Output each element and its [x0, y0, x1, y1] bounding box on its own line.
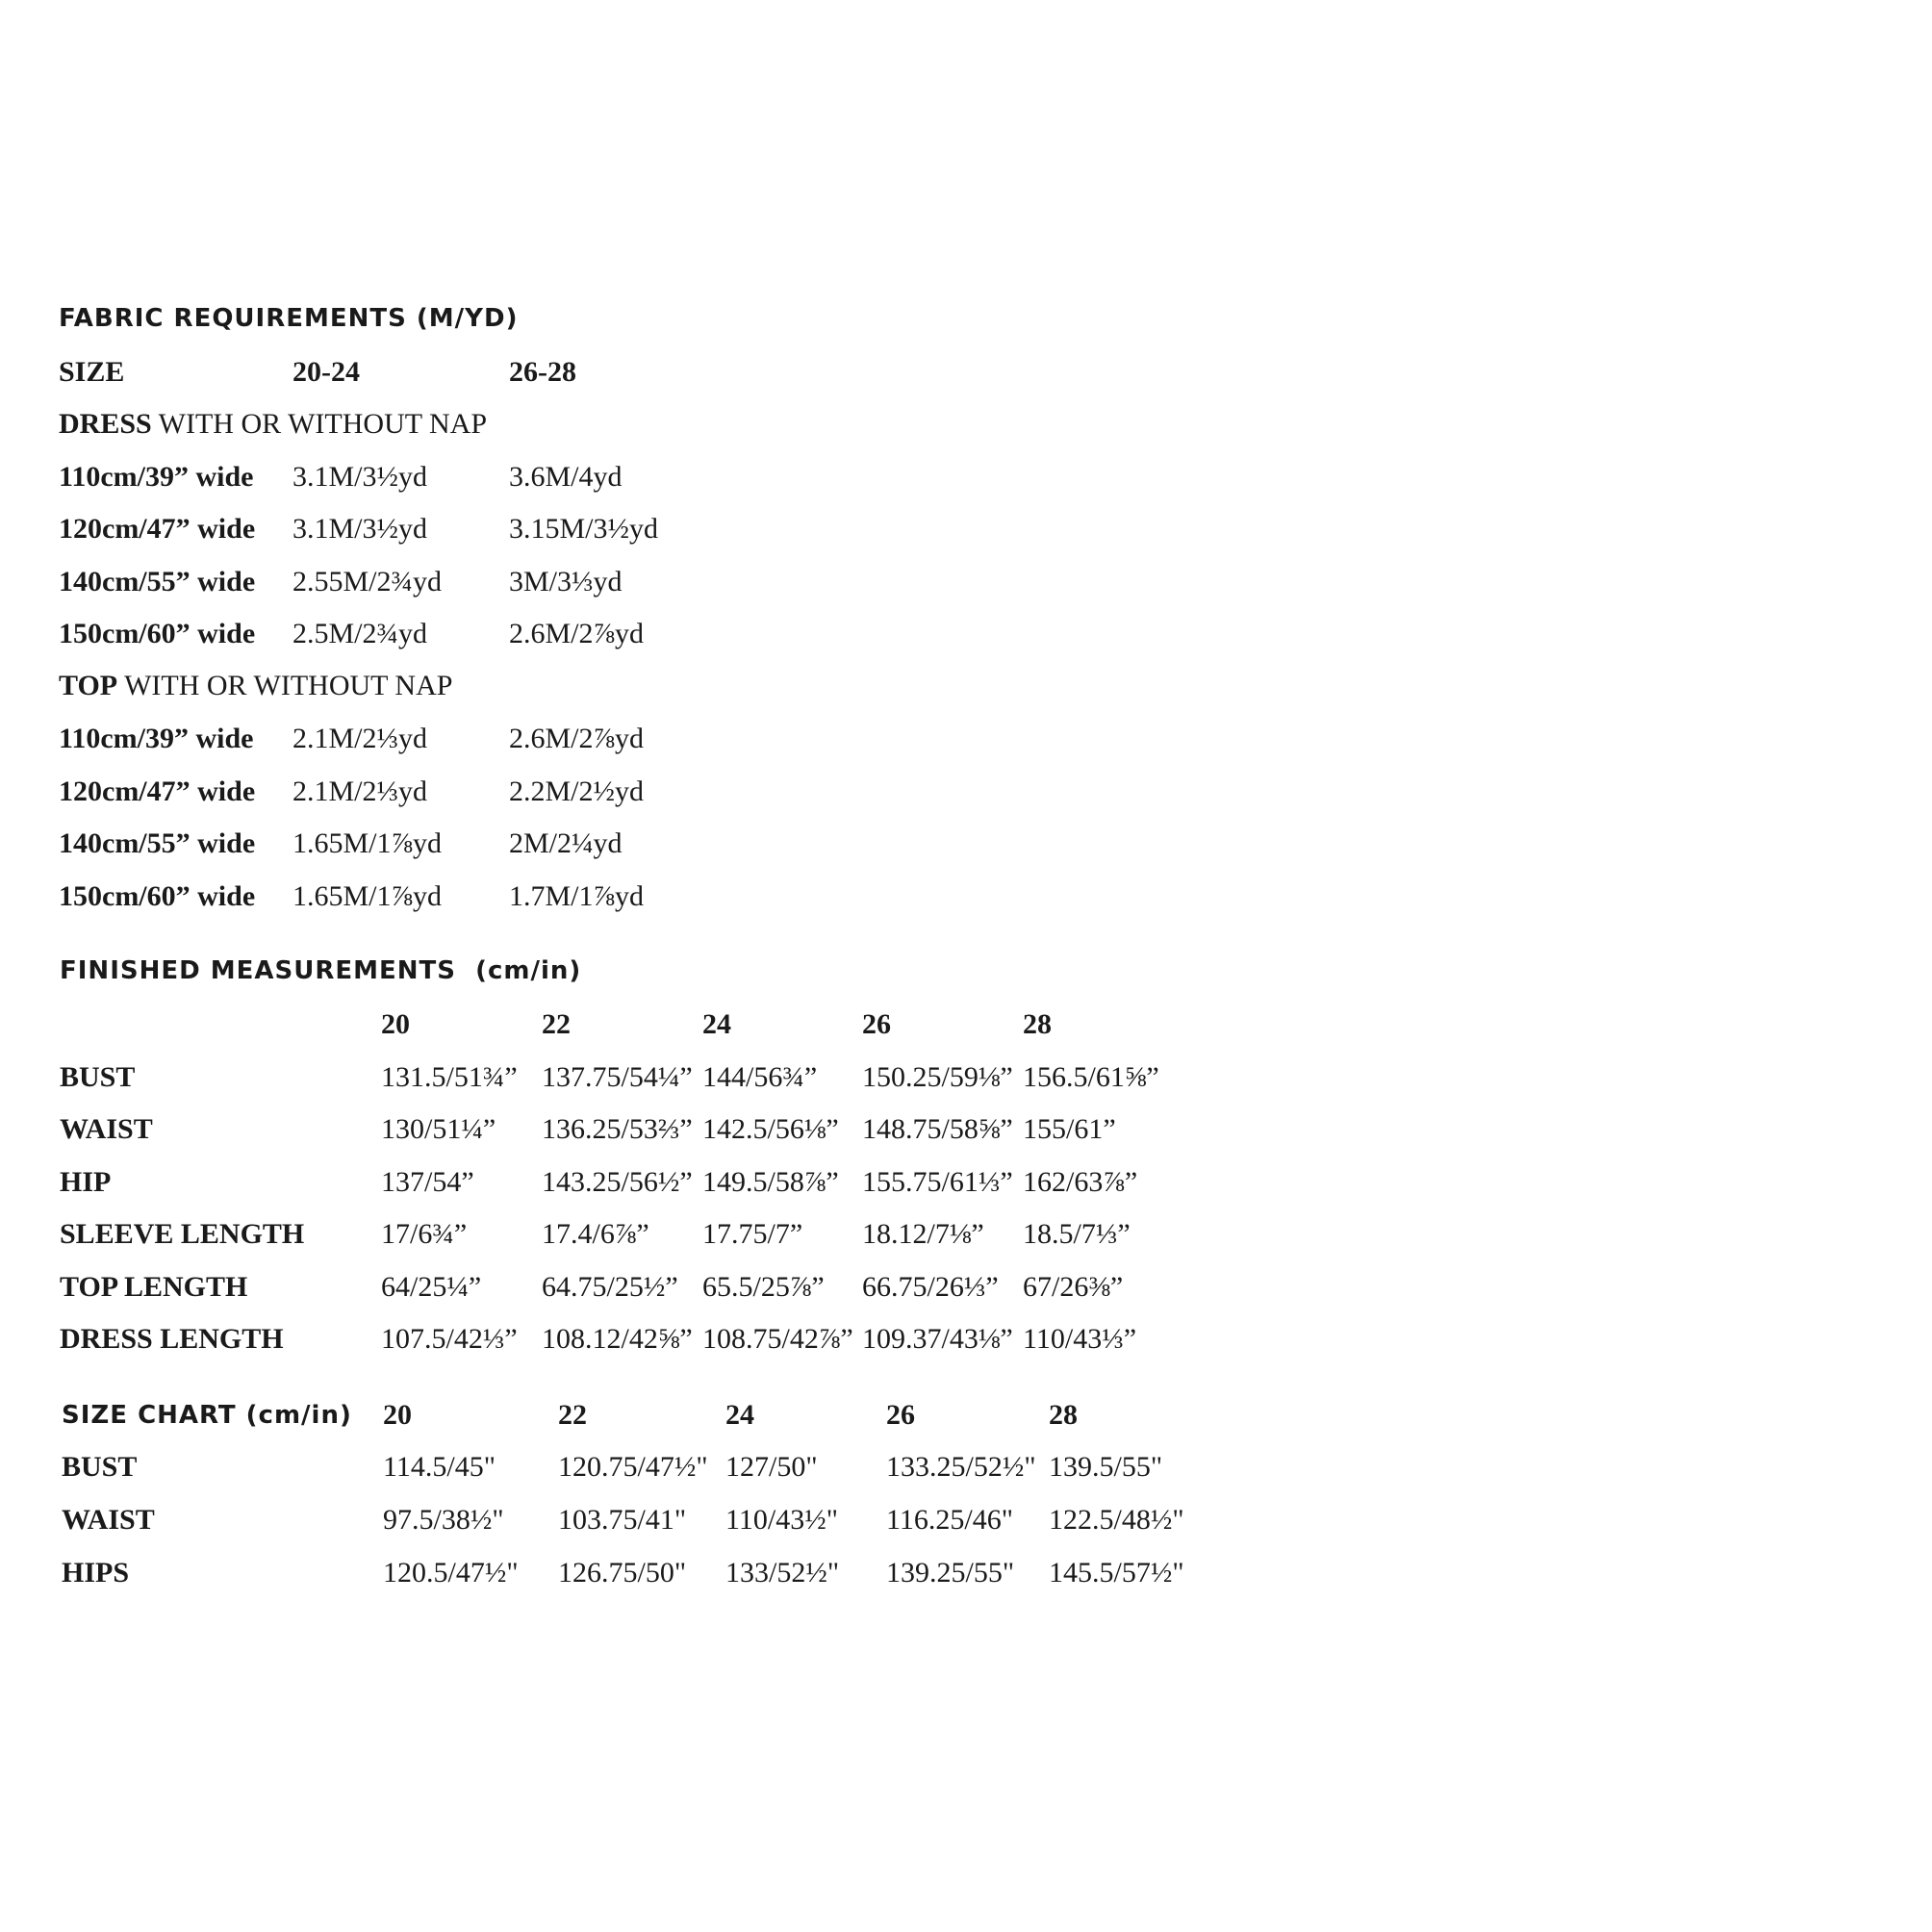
fabric-value: 2.6M/2⅞yd: [509, 618, 645, 649]
finished-value: 17/6¾”: [381, 1218, 468, 1250]
fabric-width-label: 150cm/60” wide: [59, 880, 256, 912]
dress-label-rest: WITH OR WITHOUT NAP: [151, 408, 488, 440]
finished-value: 143.25/56½”: [542, 1166, 693, 1198]
finished-size-header: 20: [381, 1008, 410, 1040]
finished-value: 17.4/6⅞”: [542, 1218, 649, 1250]
finished-value: 130/51¼”: [381, 1113, 496, 1145]
fabric-value: 2.5M/2¾yd: [292, 618, 428, 649]
top-label-bold: TOP: [59, 670, 118, 701]
fabric-value: 1.7M/1⅞yd: [509, 880, 645, 912]
size-chart-value: 133/52½": [725, 1557, 840, 1589]
finished-size-header: 26: [862, 1008, 891, 1040]
size-chart-value: 116.25/46": [886, 1504, 1013, 1536]
size-chart-size-header: 24: [725, 1399, 754, 1431]
size-chart-value: 110/43½": [725, 1504, 838, 1536]
size-chart-value: 122.5/48½": [1049, 1504, 1184, 1536]
fabric-value: 1.65M/1⅞yd: [292, 827, 443, 859]
finished-heading: FINISHED MEASUREMENTS (cm/in): [60, 956, 582, 985]
finished-value: 18.12/7⅛”: [862, 1218, 984, 1250]
finished-value: 110/43⅓”: [1023, 1323, 1137, 1355]
size-chart-value: 126.75/50": [558, 1557, 687, 1589]
finished-value: 155.75/61⅓”: [862, 1166, 1013, 1198]
size-chart-value: 120.75/47½": [558, 1451, 708, 1483]
dress-label-bold: DRESS: [59, 408, 152, 440]
fabric-width-label: 140cm/55” wide: [59, 566, 256, 597]
finished-row-label: TOP LENGTH: [60, 1271, 248, 1303]
fabric-width-label: 120cm/47” wide: [59, 513, 256, 545]
finished-value: 156.5/61⅝”: [1023, 1061, 1159, 1093]
finished-value: 148.75/58⅝”: [862, 1113, 1013, 1145]
finished-value: 131.5/51¾”: [381, 1061, 518, 1093]
fabric-width-label: 150cm/60” wide: [59, 618, 256, 649]
finished-row-label: SLEEVE LENGTH: [60, 1218, 305, 1250]
finished-value: 66.75/26⅓”: [862, 1271, 999, 1303]
size-chart-value: 120.5/47½": [383, 1557, 519, 1589]
top-section-label: [59, 670, 452, 702]
size-chart-value: 127/50": [725, 1451, 818, 1483]
finished-value: 109.37/43⅛”: [862, 1323, 1013, 1355]
fabric-value: 3M/3⅓yd: [509, 566, 623, 597]
finished-value: 107.5/42⅓”: [381, 1323, 518, 1355]
fabric-width-label: 110cm/39” wide: [59, 723, 254, 754]
size-chart-size-header: 26: [886, 1399, 915, 1431]
finished-value: 142.5/56⅛”: [702, 1113, 839, 1145]
finished-value: 67/26⅜”: [1023, 1271, 1124, 1303]
finished-value: 136.25/53⅔”: [542, 1113, 693, 1145]
size-chart-heading: SIZE CHART (cm/in): [62, 1401, 352, 1430]
size-chart-value: 139.5/55": [1049, 1451, 1163, 1483]
finished-value: 17.75/7”: [702, 1218, 803, 1250]
finished-row-label: HIP: [60, 1166, 112, 1198]
size-chart-size-header: 28: [1049, 1399, 1078, 1431]
size-chart-row-label: WAIST: [62, 1504, 155, 1536]
size-col-header: 26-28: [509, 356, 576, 388]
fabric-heading: FABRIC REQUIREMENTS (M/YD): [59, 304, 519, 333]
size-chart-row-label: HIPS: [62, 1557, 130, 1589]
fabric-width-label: 120cm/47” wide: [59, 775, 256, 807]
dress-section-label: [59, 408, 487, 441]
fabric-value: 3.15M/3½yd: [509, 513, 659, 545]
finished-value: 162/63⅞”: [1023, 1166, 1138, 1198]
finished-row-label: DRESS LENGTH: [60, 1323, 284, 1355]
size-chart-value: 133.25/52½": [886, 1451, 1036, 1483]
size-chart-value: 103.75/41": [558, 1504, 687, 1536]
finished-value: 18.5/7⅓”: [1023, 1218, 1131, 1250]
fabric-value: 2.1M/2⅓yd: [292, 723, 428, 754]
finished-value: 64/25¼”: [381, 1271, 482, 1303]
size-chart-value: 97.5/38½": [383, 1504, 504, 1536]
finished-row-label: BUST: [60, 1061, 136, 1093]
size-chart-value: 145.5/57½": [1049, 1557, 1184, 1589]
fabric-value: 2.2M/2½yd: [509, 775, 645, 807]
size-chart-size-header: 20: [383, 1399, 412, 1431]
size-col-header: 20-24: [292, 356, 360, 388]
finished-value: 137.75/54¼”: [542, 1061, 693, 1093]
fabric-value: 3.6M/4yd: [509, 461, 623, 493]
finished-value: 155/61”: [1023, 1113, 1116, 1145]
finished-value: 144/56¾”: [702, 1061, 818, 1093]
size-chart-value: 139.25/55": [886, 1557, 1015, 1589]
finished-value: 150.25/59⅛”: [862, 1061, 1013, 1093]
fabric-value: 3.1M/3½yd: [292, 461, 428, 493]
fabric-width-label: 110cm/39” wide: [59, 461, 254, 493]
fabric-width-label: 140cm/55” wide: [59, 827, 256, 859]
finished-value: 108.12/42⅝”: [542, 1323, 693, 1355]
finished-size-header: 24: [702, 1008, 731, 1040]
finished-value: 108.75/42⅞”: [702, 1323, 853, 1355]
size-chart-value: 114.5/45": [383, 1451, 496, 1483]
fabric-value: 2.55M/2¾yd: [292, 566, 443, 597]
fabric-value: 1.65M/1⅞yd: [292, 880, 443, 912]
fabric-value: 2M/2¼yd: [509, 827, 623, 859]
size-label: SIZE: [59, 356, 125, 388]
size-chart-row-label: BUST: [62, 1451, 138, 1483]
top-label-rest: WITH OR WITHOUT NAP: [117, 670, 453, 701]
finished-value: 64.75/25½”: [542, 1271, 678, 1303]
finished-size-header: 28: [1023, 1008, 1052, 1040]
fabric-value: 3.1M/3½yd: [292, 513, 428, 545]
finished-value: 65.5/25⅞”: [702, 1271, 825, 1303]
finished-value: 137/54”: [381, 1166, 474, 1198]
finished-value: 149.5/58⅞”: [702, 1166, 839, 1198]
fabric-value: 2.6M/2⅞yd: [509, 723, 645, 754]
fabric-value: 2.1M/2⅓yd: [292, 775, 428, 807]
finished-size-header: 22: [542, 1008, 571, 1040]
size-chart-size-header: 22: [558, 1399, 587, 1431]
finished-row-label: WAIST: [60, 1113, 153, 1145]
